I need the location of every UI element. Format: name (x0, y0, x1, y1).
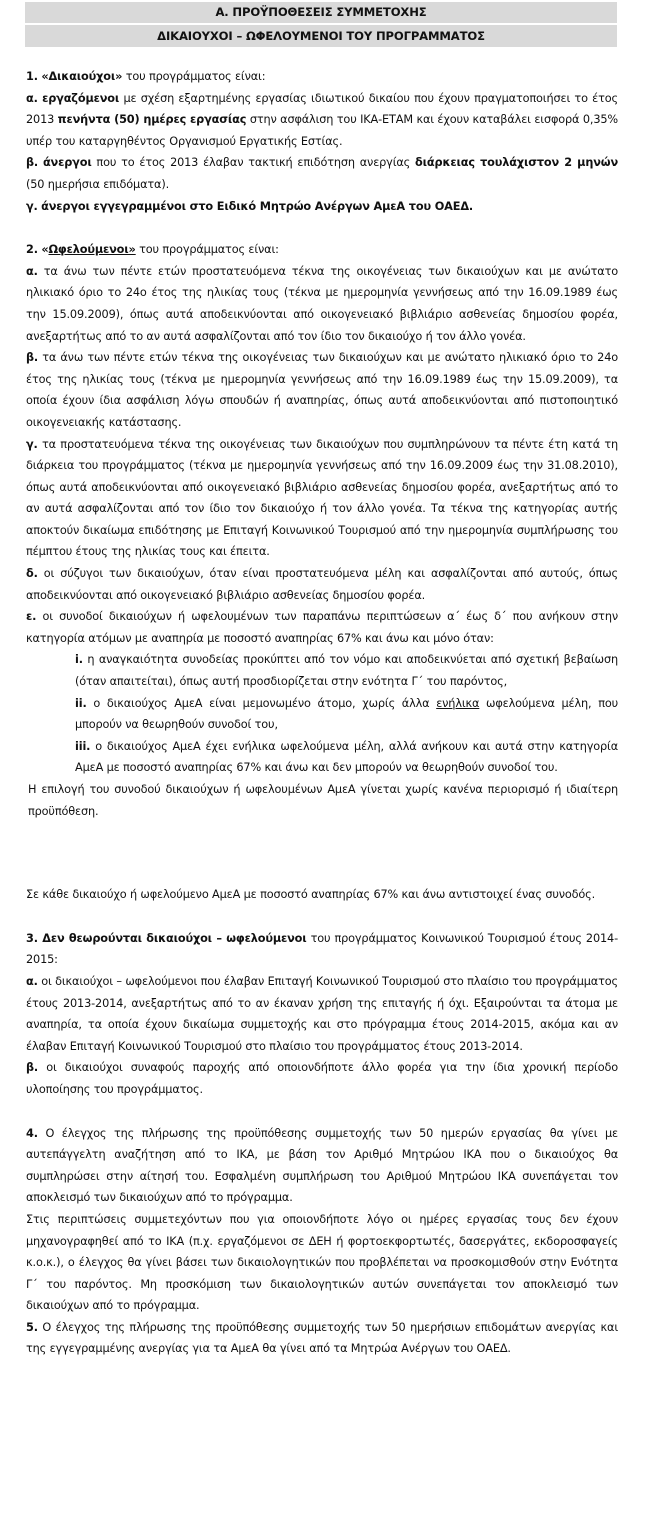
section-2-subitem-ii: ii. ο δικαιούχος ΑμεΑ είναι μεμονωμένο άτομο, χωρίς άλλα ενήλικα ωφελούμενα μέλη, που μπορούν να θεωρηθούν συνοδοί του, (75, 696, 619, 732)
section-1-number: 1. (26, 70, 38, 83)
section-1-item-b: β. άνεργοι που το έτος 2013 έλαβαν τακτική επιδότηση ανεργίας διάρκειας τουλάχιστον 2 μηνών (50 ημερήσια επιδόματα). (26, 156, 619, 191)
section-3-intro: 3. Δεν θεωρούνται δικαιούχοι – ωφελούμενοι του προγράμματος Κοινωνικού Τουρισμού έτους 2014-2015: (26, 931, 619, 967)
section-1-item-a: α. εργαζόμενοι με σχέση εξαρτημένης εργασίας ιδιωτικού δικαίου που έχουν πραγματοποιήσει το έτος 2013 πενήντα (50) ημέρες εργασίας στην ασφάλιση του ΙΚΑ-ΕΤΑΜ και έχουν καταβάλει εισφορά 0,35% υπέρ του καταργηθέντος Οργανισμού Εργατικής Εστίας. (26, 91, 618, 148)
section-1-intro: 1. «Δικαιούχοι» του προγράμματος είναι: (26, 70, 266, 83)
document-body (26, 66, 618, 1360)
section-5-paragraph: 5. Ο έλεγχος της πλήρωσης της προϋπόθεσης συμμετοχής των 50 ημερήσιων επιδομάτων ανεργίας και της εγγεγραμμένης ανεργίας για τα ΑμεΑ θα γίνει από τα Μητρώα Ανέργων του ΟΑΕΔ. (26, 1320, 618, 1356)
section-3-item-a: α. οι δικαιούχοι – ωφελούμενοι που έλαβαν Επιταγή Κοινωνικού Τουρισμού στο πλαίσιο του προγράμματος έτους 2013-2014, ανεξαρτήτως από το αν έκαναν χρήση της επιταγής ή όχι. Εξαιρούνται τα άτομα με αναπηρία, τα οποία έχουν δικαίωμα συμμετοχής και στο πρόγραμμα έτους 2014-2015, ακόμα και αν έλαβαν Επιταγή Κοινωνικού Τουρισμού στο πλαίσιο του προγράμματος έτους 2013-2014. (26, 974, 618, 1053)
companion-rule: Σε κάθε δικαιούχο ή ωφελούμενο ΑμεΑ με ποσοστό αναπηρίας 67% και άνω αντιστοιχεί ένας συνοδός. (26, 888, 596, 902)
spacer (26, 1101, 618, 1123)
section-2-subitem-iii: iii. ο δικαιούχος ΑμεΑ έχει ενήλικα ωφελούμενα μέλη, αλλά ανήκουν και αυτά στην κατηγορία ΑμεΑ με ποσοστό αναπηρίας 67% και άνω και δεν μπορούν να θεωρηθούν συνοδοί του. (75, 739, 618, 775)
section-4-paragraph: 4. Ο έλεγχος της πλήρωσης της προϋπόθεσης συμμετοχής των 50 ημερών εργασίας θα γίνει με αυτεπάγγελτη αναζήτηση από το ΙΚΑ, με βάση τον Αριθμό Μητρώου ΙΚΑ που ο δικαιούχος θα συμπληρώσει στην αίτησή του. Εσφαλμένη συμπλήρωση του Αριθμού Μητρώου ΙΚΑ συνεπάγεται τον αποκλεισμό των δικαιούχων από το πρόγραμμα. (26, 1126, 618, 1205)
section-2-subitem-i: i. η αναγκαιότητα συνοδείας προκύπτει από τον νόμο και αποδεικνύεται από σχετική βεβαίωση (όταν απαιτείται), όπως αυτή προσδιορίζεται στην ενότητα Γ΄ του παρόντος, (75, 653, 618, 689)
spacer (26, 217, 618, 239)
section-2-number: 2. (26, 243, 38, 257)
section-2-term: «Ωφελούμενοι» (41, 243, 136, 257)
spacer (26, 906, 618, 928)
section-2-item-d: δ. οι σύζυγοι των δικαιούχων, όταν είναι προστατευόμενα μέλη και ασφαλίζονται από αυτούς, όπως αποδεικνύονται από οικογενειακό βιβλιάριο ασθενείας δημοσίου φορέα. (26, 567, 618, 602)
section-2-item-e: ε. οι συνοδοί δικαιούχων ή ωφελουμένων των παραπάνω περιπτώσεων α΄ έως δ΄ που ανήκουν στην κατηγορία ατόμων με αναπηρία με ποσοστό αναπηρίας 67% και άνω και μόνο όταν: (26, 610, 618, 645)
section-2-item-b: β. τα άνω των πέντε ετών τέκνα της οικογένειας των δικαιούχων και με ανώτατο ηλικιακό όριο το 24ο έτος της ηλικίας τους (τέκνα με ημερομηνία γεννήσεως από την 16.09.1989 έως την 15.09.2009), τα οποία έχουν ίδια ασφάλιση λόγω σπουδών ή αναπηρίας, όπως αυτά αποδεικνύονται από πιστοποιητικό οικογενειακής κατάστασης. (26, 351, 618, 429)
section-2-item-a: α. τα άνω των πέντε ετών προστατευόμενα τέκνα της οικογένειας των δικαιούχων και με ανώτατο ηλικιακό όριο το 24ο έτος της ηλικίας τους (τέκνα με ημερομηνία γεννήσεως από την 16.09.1989 έως την 15.09.2009), όπως αυτά αποδεικνύονται από οικογενειακό βιβλιάριο ασθενείας δημοσίου φορέα, ανεξαρτήτως από το αν αυτά ασφαλίζονται από τον ίδιο τον δικαιούχο ή τον άλλο γονέα. (26, 264, 618, 343)
section-subtitle: ΔΙΚΑΙΟΥΧΟΙ – ΩΦΕΛΟΥΜΕΝΟΙ ΤΟΥ ΠΡΟΓΡΑΜΜΑΤΟΣ (25, 25, 617, 47)
section-4-paragraph-2: Στις περιπτώσεις συμμετεχόντων που για οποιονδήποτε λόγο οι ημέρες εργασίας τους δεν έχουν μηχανογραφηθεί από το ΙΚΑ (π.χ. εργαζόμενοι σε ΔΕΗ ή φορτοεκφορτωτές, δασεργάτες, εκδοροσφαγείς κ.ο.κ.), ο έλεγχος θα γίνει βάσει των δικαιολογητικών που προβλέπεται να προσκομισθούν στην Ενότητα Γ΄ του παρόντος. Μη προσκόμιση των δικαιολογητικών αυτών συνεπάγεται τον αποκλεισμό των δικαιούχων από το πρόγραμμα. (26, 1212, 618, 1313)
section-2-intro: 2. «Ωφελούμενοι» του προγράμματος είναι: (26, 243, 279, 257)
companion-choice-note: Η επιλογή του συνοδού δικαιούχων ή ωφελουμένων ΑμεΑ γίνεται χωρίς κανένα περιορισμό ή ιδιαίτερη προϋπόθεση. (28, 783, 618, 818)
spacer (26, 822, 618, 884)
section-1-item-c: γ. άνεργοι εγγεγραμμένοι στο Ειδικό Μητρώο Ανέργων ΑμεΑ του ΟΑΕΔ. (26, 199, 474, 213)
section-title: Α. ΠΡΟΫΠΟΘΕΣΕΙΣ ΣΥΜΜΕΤΟΧΗΣ (25, 2, 617, 23)
section-1-term: «Δικαιούχοι» (41, 70, 123, 83)
section-header (25, 2, 617, 47)
section-3-item-b: β. οι δικαιούχοι συναφούς παροχής από οποιονδήποτε άλλο φορέα για την ίδια χρονική περίοδο υλοποίησης του προγράμματος. (26, 1061, 618, 1096)
section-2-item-c: γ. τα προστατευόμενα τέκνα της οικογένειας των δικαιούχων που συμπληρώνουν τα πέντε έτη κατά τη διάρκεια του προγράμματος (τέκνα με ημερομηνία γεννήσεως από την 16.09.2009 έως την 31.08.2010), όπως αυτά αποδεικνύονται από οικογενειακό βιβλιάριο ασθενείας δημοσίου φορέα, ανεξαρτήτως από το αν αυτά ασφαλίζονται από τον ίδιο τον δικαιούχο ή τον άλλο γονέα. Τα τέκνα της κατηγορίας αυτής αποκτούν δικαίωμα επιδότησης με Επιταγή Κοινωνικού Τουρισμού από την ημερομηνία συμπλήρωσης του πέμπτου έτους της ηλικίας τους και έπειτα. (26, 437, 618, 559)
